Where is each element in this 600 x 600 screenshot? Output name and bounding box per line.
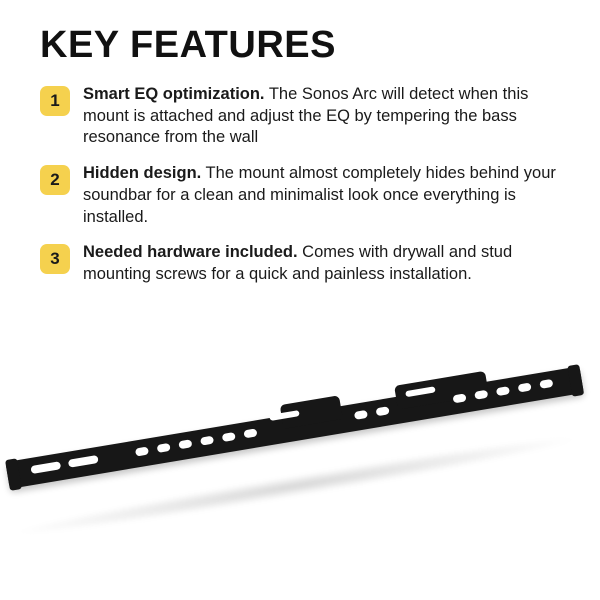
- feature-lead: Smart EQ optimization.: [83, 84, 265, 103]
- page-title: KEY FEATURES: [40, 24, 336, 66]
- list-item: [40, 163, 574, 228]
- feature-text: [83, 242, 574, 286]
- feature-text: [83, 84, 574, 149]
- feature-text: [83, 163, 574, 228]
- feature-number-badge: 1: [40, 86, 70, 116]
- feature-lead: Needed hardware included.: [83, 243, 298, 262]
- feature-number-badge: 3: [40, 244, 70, 274]
- product-image: [0, 352, 600, 600]
- feature-number-badge: 2: [40, 165, 70, 195]
- bracket-bar: [5, 366, 583, 489]
- features-content: [0, 0, 600, 286]
- feature-body: Comes with drywall and stud mounting screws for a quick and painless installation.: [83, 243, 513, 284]
- features-list: [40, 84, 574, 286]
- list-item: [40, 84, 574, 149]
- feature-lead: Hidden design.: [83, 164, 202, 183]
- feature-body: The mount almost completely hides behind your soundbar for a clean and minimalist look once everything is installed.: [83, 164, 556, 226]
- feature-body: The Sonos Arc will detect when this mount is attached and adjust the EQ by tempering the bass resonance from the wall: [83, 84, 529, 147]
- list-item: [40, 242, 574, 286]
